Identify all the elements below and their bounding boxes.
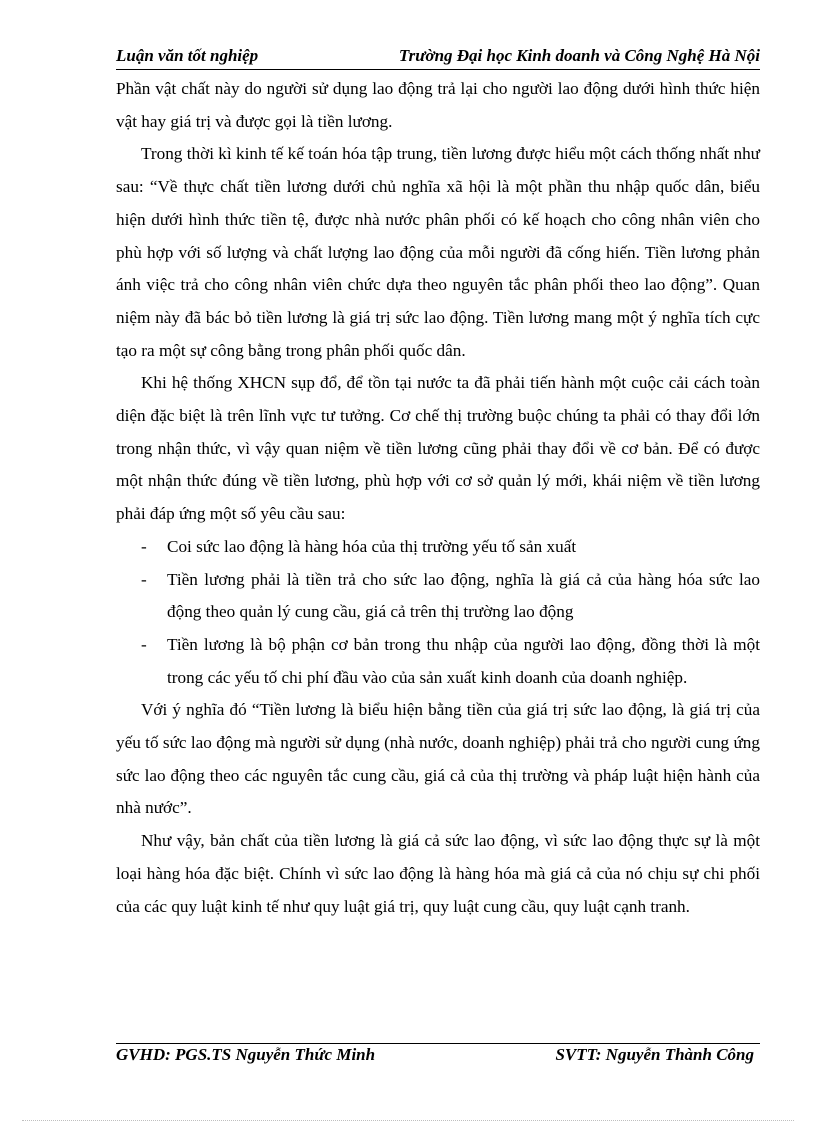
paragraph-2: Trong thời kì kinh tế kế toán hóa tập trung, tiền lương được hiểu một cách thống nhất như sau: “Về thực chất tiền lương dưới chủ nghĩa xã hội là một phần thu nhập quốc dân, biểu hiện dưới hình thức tiền tệ, được nhà nước phân phối có kế hoạch cho công nhân viên cho phù hợp với số lượng và chất lượng lao động của mỗi người đã cống hiến. Tiền lương phản ánh việc trả cho công nhân viên chức dựa theo nguyên tắc phân phối theo lao động”. Quan niệm này đã bác bỏ tiền lương là giá trị sức lao động. Tiền lương mang một ý nghĩa tích cực tạo ra một sự công bằng trong phân phối quốc dân. xyxy=(116,144,760,360)
bullet-item-3 xyxy=(116,629,760,694)
bullet-text: Tiền lương là bộ phận cơ bản trong thu nhập của người lao động, đồng thời là một trong các yếu tố chi phí đầu vào của sản xuất kinh doanh của doanh nghiệp. xyxy=(167,634,760,687)
paragraph-1: Phần vật chất này do người sử dụng lao động trả lại cho người lao động dưới hình thức hiện vật hay giá trị và được gọi là tiền lương. xyxy=(116,79,760,131)
bullet-dash: - xyxy=(141,536,147,556)
header-divider xyxy=(116,69,760,70)
page-edge-line xyxy=(22,1120,794,1121)
thesis-label: Luận văn tốt nghiệp xyxy=(116,46,259,65)
page-footer xyxy=(116,1045,760,1069)
student-label: SVTT: Nguyễn Thành Công xyxy=(555,1045,754,1064)
page-body xyxy=(116,73,760,923)
bullet-dash: - xyxy=(141,569,147,589)
bullet-dash: - xyxy=(141,634,147,654)
paragraph-3: Khi hệ thống XHCN sụp đổ, để tồn tại nước ta đã phải tiến hành một cuộc cải cách toàn diện đặc biệt là trên lĩnh vực tư tưởng. Cơ chế thị trường buộc chúng ta phải có thay đổi lớn trong nhận thức, vì vậy quan niệm về tiền lương cũng phải thay đổi về cơ bản. Để có được một nhận thức đúng về tiền lương, phù hợp với cơ sở quản lý mới, khái niệm về tiền lương phải đáp ứng một số yêu cầu sau: xyxy=(116,373,760,524)
university-name: Trường Đại học Kinh doanh và Công Nghệ Hà Nội xyxy=(398,46,760,65)
bullet-text: Coi sức lao động là hàng hóa của thị trường yếu tố sản xuất xyxy=(167,536,577,556)
bullet-text: Tiền lương phải là tiền trả cho sức lao động, nghĩa là giá cả của hàng hóa sức lao động theo quản lý cung cầu, giá cả trên thị trường lao động xyxy=(167,569,760,622)
paragraph-4: Với ý nghĩa đó “Tiền lương là biểu hiện bằng tiền của giá trị sức lao động, là giá trị của yếu tố sức lao động mà người sử dụng (nhà nước, doanh nghiệp) phải trả cho người cung ứng sức lao động theo các nguyên tắc cung cầu, giá cả của thị trường và pháp luật hiện hành của nhà nước”. xyxy=(116,700,760,818)
footer-divider xyxy=(116,1043,760,1044)
bullet-item-1 xyxy=(116,531,760,564)
page-header xyxy=(116,46,760,68)
bullet-item-2 xyxy=(116,564,760,629)
supervisor-label: GVHD: PGS.TS Nguyễn Thức Minh xyxy=(116,1045,376,1064)
paragraph-5: Như vậy, bản chất của tiền lương là giá cả sức lao động, vì sức lao động thực sự là một loại hàng hóa đặc biệt. Chính vì sức lao động là hàng hóa mà giá cả của nó chịu sự chi phối của các quy luật kinh tế như quy luật giá trị, quy luật cung cầu, quy luật cạnh tranh. xyxy=(116,831,760,916)
